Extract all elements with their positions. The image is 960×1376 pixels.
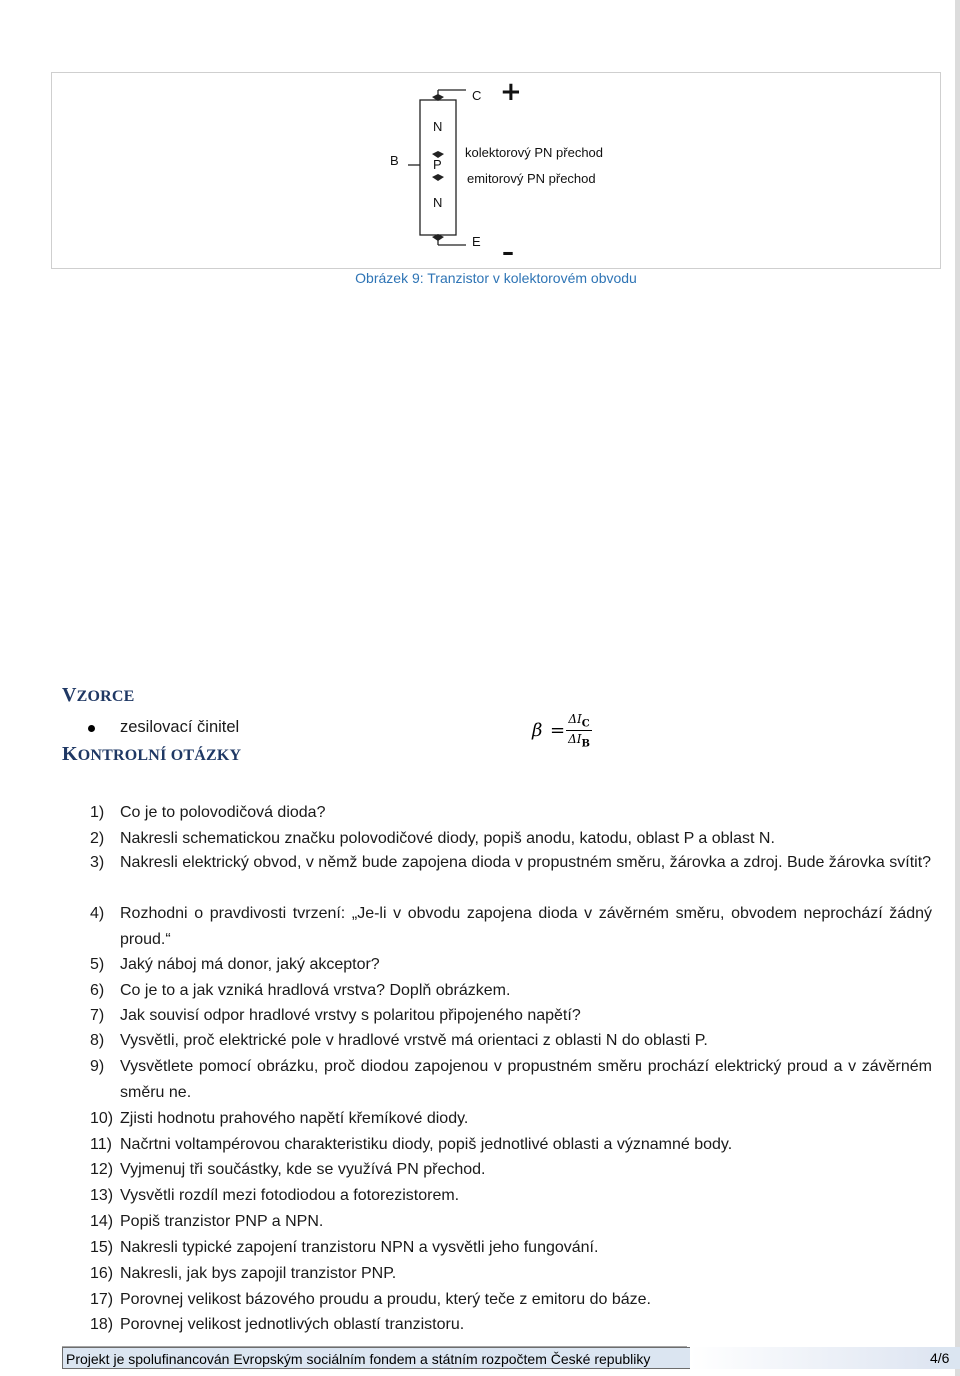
denominator: $\Delta I_B$ (568, 732, 590, 750)
page-edge (955, 0, 960, 1376)
beta-symbol: β (532, 720, 543, 741)
plus-sign: + (500, 77, 522, 107)
numerator: $\Delta I_C$ (568, 712, 590, 730)
n-region-top-label: N (433, 119, 443, 134)
equals-sign: = (550, 720, 566, 741)
questions-heading (62, 743, 241, 766)
footer-gradient (690, 1347, 930, 1369)
fraction (566, 712, 592, 750)
formulas-heading-rest: ZORCE (76, 688, 135, 705)
formula-label: zesilovací činitel (120, 718, 240, 736)
fraction-bar (566, 730, 592, 731)
footer-project-note: Projekt je spolufinancován Evropským sociálním fondem a státním rozpočtem České republiky (62, 1347, 690, 1369)
collector-junction-label: kolektorový PN přechod (465, 145, 604, 160)
formulas-heading-initial: V (62, 684, 77, 706)
collector-label: C (472, 88, 482, 103)
emitter-junction-label: emitorový PN přechod (467, 171, 596, 186)
transistor-diagram (52, 73, 942, 270)
bullet-dot (88, 725, 95, 732)
questions-heading-rest: ONTROLNÍ OTÁZKY (77, 747, 242, 764)
page-number: 4/6 (930, 1347, 960, 1369)
p-region-label: P (433, 157, 442, 172)
minus-sign: – (502, 238, 514, 266)
n-region-bottom-label: N (433, 195, 443, 210)
transistor-figure (51, 72, 941, 269)
formulas-heading (62, 684, 135, 707)
emitter-label: E (472, 234, 481, 249)
base-label: B (390, 153, 399, 168)
questions-heading-initial: K (62, 743, 78, 765)
figure-caption: Obrázek 9: Tranzistor v kolektorovém obvodu (355, 270, 637, 286)
